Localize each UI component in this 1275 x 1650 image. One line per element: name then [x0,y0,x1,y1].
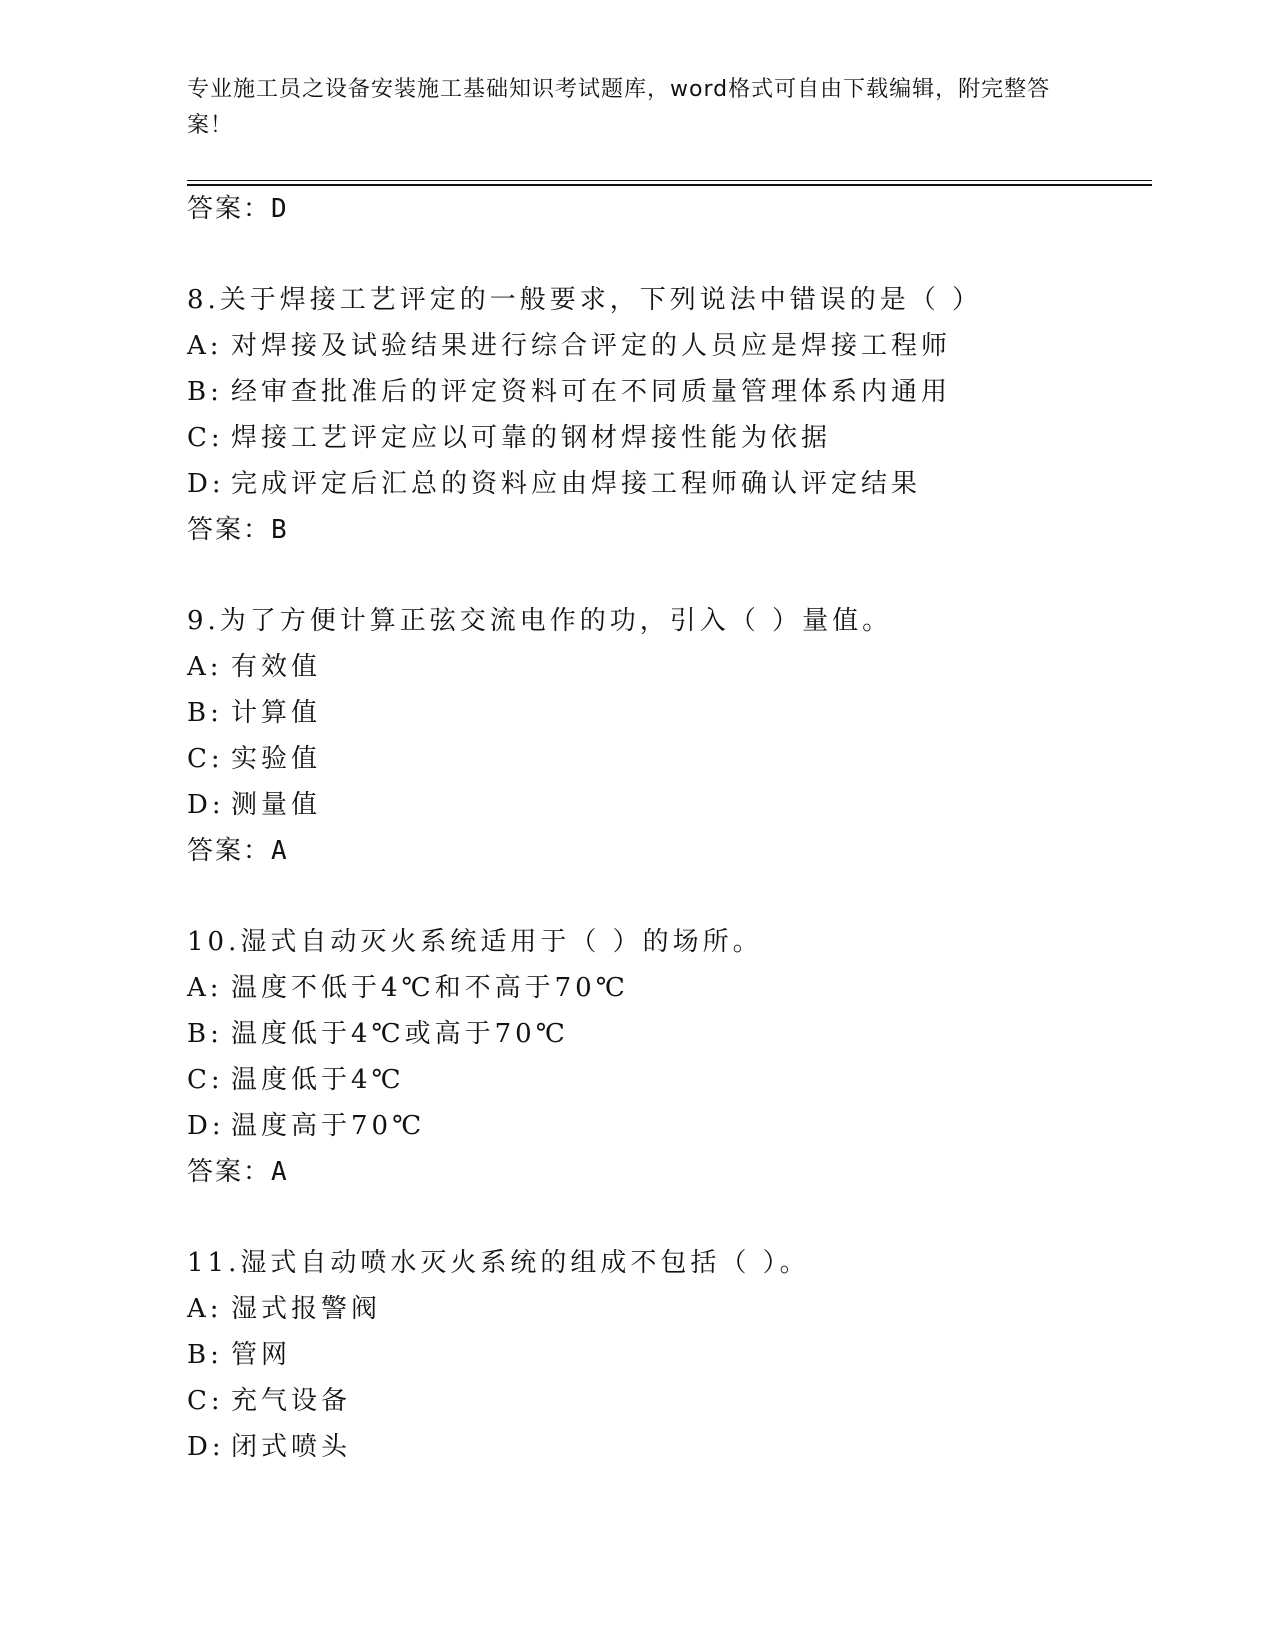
header-rule-thin [187,180,1152,181]
answer-label: 答案： [187,515,272,545]
answer-line [187,828,1152,874]
option-text: 温度不低于4℃和不高于70℃ [231,973,629,1003]
answer-value: B [271,515,287,545]
option-text: 计算值 [231,698,322,728]
question-list [187,186,1152,1470]
option-b [187,1011,1152,1057]
document-header: 专业施工员之设备安装施工基础知识考试题库，word格式可自由下载编辑，附完整答案！ [187,77,1051,138]
answer-value: A [271,1157,287,1187]
option-text: 管网 [231,1340,292,1370]
option-text: 焊接工艺评定应以可靠的钢材焊接性能为依据 [231,423,832,453]
option-key: B: [187,1019,223,1049]
option-key: D: [187,790,225,820]
question-stem: 9.为了方便计算正弦交流电作的功，引入（ ）量值。 [187,606,893,636]
option-a [187,1286,1152,1332]
option-b [187,1332,1152,1378]
answer-label: 答案： [187,1157,272,1187]
option-text: 测量值 [231,790,322,820]
option-key: C: [187,1386,224,1416]
option-key: A: [187,652,223,682]
option-key: C: [187,1065,224,1095]
option-key: C: [187,423,224,453]
option-text: 湿式报警阀 [231,1294,382,1324]
option-a [187,965,1152,1011]
question-stem: 8.关于焊接工艺评定的一般要求，下列说法中错误的是（ ） [187,285,983,315]
option-key: A: [187,331,223,361]
option-text: 对焊接及试验结果进行综合评定的人员应是焊接工程师 [231,331,952,361]
question-block [187,277,1152,553]
option-key: A: [187,973,223,1003]
option-key: A: [187,1294,223,1324]
option-d [187,782,1152,828]
option-key: D: [187,1432,225,1462]
option-text: 闭式喷头 [231,1432,352,1462]
option-text: 温度高于70℃ [231,1111,426,1141]
question-block [187,919,1152,1195]
answer-line [187,186,1152,232]
option-d [187,1103,1152,1149]
option-key: D: [187,1111,225,1141]
option-b [187,369,1152,415]
option-text: 完成评定后汇总的资料应由焊接工程师确认评定结果 [231,469,922,499]
answer-line [187,1149,1152,1195]
option-text: 温度低于4℃ [231,1065,405,1095]
option-key: B: [187,698,223,728]
option-key: C: [187,744,224,774]
answer-value: D [271,194,287,224]
answer-label: 答案： [187,836,272,866]
answer-value: A [271,836,287,866]
option-text: 经审查批准后的评定资料可在不同质量管理体系内通用 [231,377,952,407]
option-d [187,461,1152,507]
option-b [187,690,1152,736]
option-text: 实验值 [231,744,322,774]
answer-line [187,507,1152,553]
question-block [187,598,1152,874]
option-c [187,1378,1152,1424]
option-key: D: [187,469,225,499]
option-a [187,323,1152,369]
answer-label: 答案： [187,194,272,224]
option-c [187,736,1152,782]
option-key: B: [187,377,223,407]
option-d [187,1424,1152,1470]
option-text: 有效值 [231,652,322,682]
option-text: 充气设备 [231,1386,352,1416]
option-text: 温度低于4℃或高于70℃ [231,1019,569,1049]
option-a [187,644,1152,690]
option-key: B: [187,1340,223,1370]
option-c [187,1057,1152,1103]
question-stem: 10.湿式自动灭火系统适用于（ ）的场所。 [187,927,763,957]
option-c [187,415,1152,461]
question-block [187,1240,1152,1470]
question-stem: 11.湿式自动喷水灭火系统的组成不包括（ ）。 [187,1248,810,1278]
